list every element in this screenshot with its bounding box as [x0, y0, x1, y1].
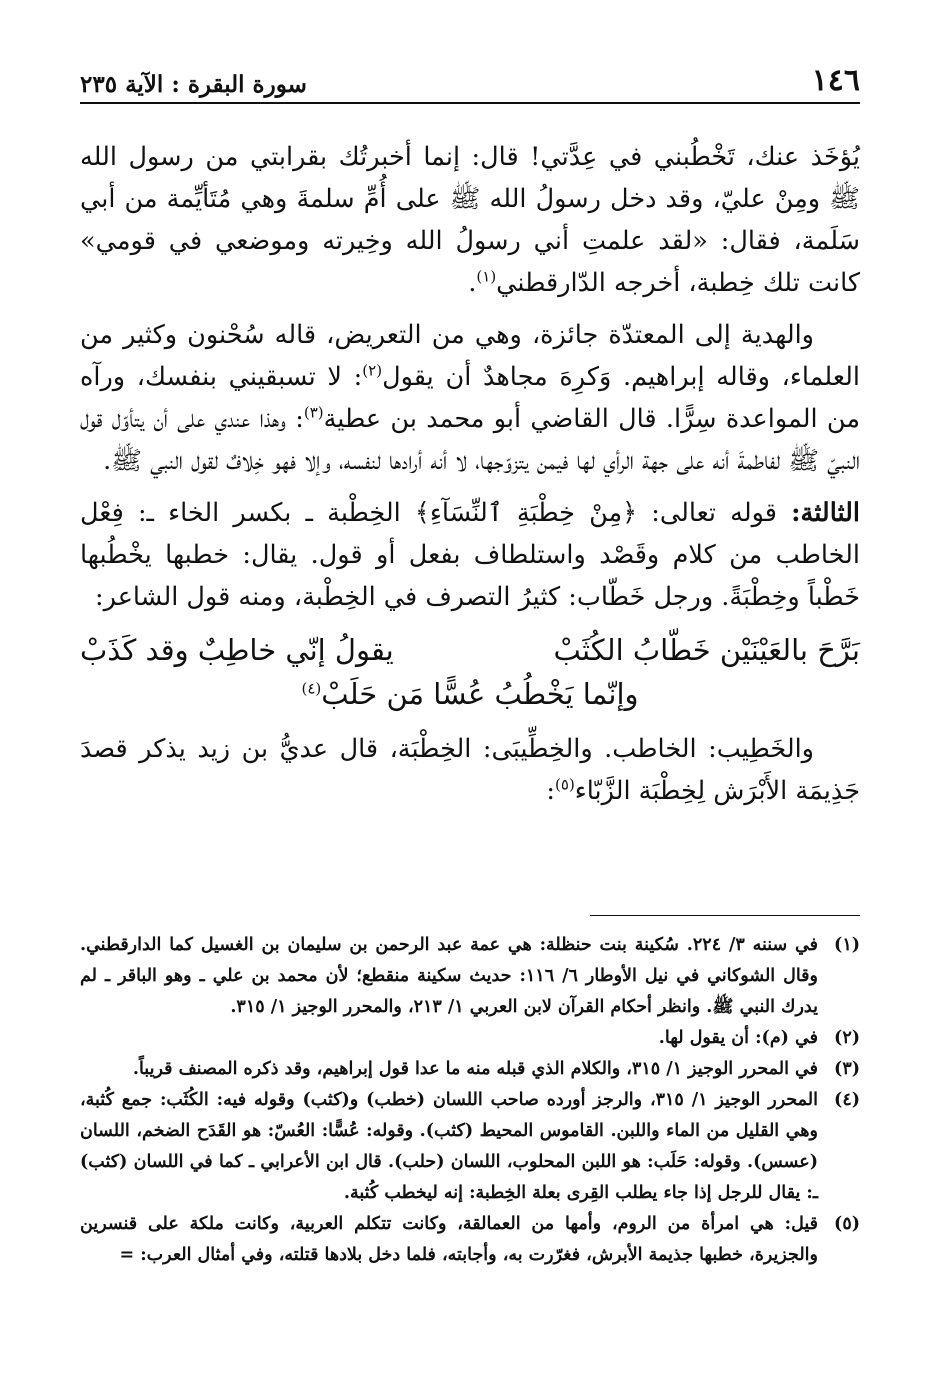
- paragraph-2-text-c: : وهذا عندي على أن يتأوّل قول النبيّ ﷺ لفاطمةَ أنه على جهة الرأي لها فيمن يتزوّجها، لا أنه أرادها لنفسه، وإلا فهو خِلافٌ لقول النبي ﷺ.: [80, 404, 860, 476]
- paragraph-3-text: قوله تعالى: ﴿مِنْ خِطْبَةِ ٱلنِّسَآءِ﴾ الخِطْبة ـ بكسر الخاء ـ: فِعْل الخاطب من كلام وقَصْد واستلطاف بفعل أو قول. يقال: خطبها يخْطُبها خَطْباً وخِطْبَةً. ورجل خَطّاب: كثيرُ التصرف في الخِطْبة، ومنه قول الشاعر:: [80, 498, 860, 612]
- verse-line-2: [80, 672, 860, 716]
- paragraph-1-text: يُؤخَذ عنك، تَخْطُبني في عِدَّتي! قال: إنما أخبرتُك بقرابتي من رسول الله ﷺ ومِنْ عليّ، وقد دخل رسولُ الله ﷺ على أُمِّ سلمةَ وهي مُتَأيِّمة من أبي سَلَمة، فقال: «لقد علمتِ أني رسولُ الله وخِيرته وموضعي في قومي» كانت تلك خِطبة، أخرجه الدّارقطني: [80, 142, 860, 298]
- footnote-number: (٤): [834, 1090, 860, 1110]
- footnote-ref-4[interactable]: (٤): [301, 679, 322, 698]
- footnote-3: [80, 1054, 860, 1085]
- paragraph-2-text-a: والهدية إلى المعتدّة جائزة، وهي من التعريض، قاله سُحْنون وكثير من العلماء، وقاله إبراهيم. وَكرِهَ مجاهدٌ أن يقول: [80, 320, 861, 392]
- footnote-text: قيل: هي امرأة من الروم، وأمها من العمالقة، وكانت تتكلم العربية، وكانت ملكة على قنسرين والجزيرة، خطبها جذيمة الأبرش، فغرّرت به، وأجابته، فلما دخل بلادها قتلته، وفي أمثال العرب: =: [80, 1214, 818, 1265]
- footnotes: [80, 930, 860, 1271]
- footnote-number: (٥): [834, 1214, 860, 1234]
- footnote-ref-2[interactable]: (٢): [362, 361, 383, 380]
- footnote-number: (١): [834, 935, 860, 955]
- footnote-text: في المحرر الوجيز ١/ ٣١٥، والكلام الذي قبله منه ما عدا قول إبراهيم، وقد ذكره المصنف قريباً.: [132, 1059, 818, 1079]
- page-header: [80, 58, 860, 104]
- paragraph-4: [80, 728, 860, 812]
- footnote-separator: [590, 915, 860, 916]
- footnote-ref-3[interactable]: (٣): [303, 403, 324, 422]
- paragraph-4-end: :: [546, 776, 556, 806]
- section-lead: الثالثة:: [791, 498, 861, 528]
- footnote-number: (٣): [834, 1059, 860, 1079]
- verse-hemistich-2: يقولُ إنّي خاطِبٌ وقد كَذَبْ: [80, 633, 394, 667]
- footnote-ref-5[interactable]: (٥): [555, 775, 575, 794]
- paragraph-4-text: والخَطِيب: الخاطب. والخِطِّيبَى: الخِطْبَة، قال عديُّ بن زيد يذكر قصدَ جَذِيمَة الأَبْرَش لِخِطْبَة الزَّبّاء: [80, 734, 860, 806]
- verse-line-1: [80, 628, 860, 672]
- paragraph-2: [80, 314, 860, 482]
- footnote-2: [80, 1023, 860, 1054]
- footnote-ref-1[interactable]: (١): [476, 267, 497, 286]
- paragraph-1-end: .: [468, 268, 477, 298]
- footnote-text: في (م): أن يقول لها.: [658, 1028, 818, 1048]
- footnote-1: [80, 930, 860, 1023]
- running-title: سورة البقرة : الآية ٢٣٥: [80, 71, 307, 98]
- verse-hemistich-1: بَرَّحَ بالعَيْنَيْن خَطّابُ الكُثَبْ: [553, 633, 860, 667]
- footnote-number: (٢): [834, 1028, 860, 1048]
- paragraph-1: [80, 136, 860, 304]
- paragraph-2-text-b: : لا تسبقيني بنفسك، ورآه من المواعدة سِرًّا. قال القاضي أبو محمد بن عطية: [80, 362, 860, 434]
- page-number: ١٤٦: [811, 63, 860, 98]
- footnote-4: [80, 1085, 860, 1209]
- footnote-5: [80, 1209, 860, 1271]
- paragraph-3: [80, 492, 860, 618]
- verse-line-2-text: وإنّما يَخْطُبُ عُسًّا مَن حَلَبْ: [321, 677, 639, 711]
- footnote-text: في سننه ٣/ ٢٢٤. سُكينة بنت حنظلة: هي عمة عبد الرحمن بن سليمان بن الغسيل كما الدارقطني. وقال الشوكاني في نيل الأوطار ٦/ ١١٦: حديث سكينة منقطع؛ لأن محمد بن علي ـ وهو الباقر ـ لم يدرك النبي ﷺ. وانظر أحكام القرآن لابن العربي ١/ ٢١٣، والمحرر الوجيز ١/ ٣١٥.: [80, 935, 819, 1017]
- main-text: [80, 136, 860, 822]
- footnote-text: المحرر الوجيز ١/ ٣١٥، والرجز أورده صاحب اللسان (خطب) و(كثب) وقوله فيه: الكُثَب: جمع كُثبة، وهي القليل من الماء واللبن. القاموس المحيط (كثب). وقوله: عُسًّا: العُسّ: هو القَدَح الضخم، اللسان (عسس). وقوله: حَلَب: هو اللبن المحلوب، اللسان (حلب). قال ابن الأعرابي ـ كما في اللسان (كثب) ـ: يقال للرجل إذا جاء يطلب القِرى بعلة الخِطبة: إنه ليخطب كُثبة.: [80, 1090, 818, 1203]
